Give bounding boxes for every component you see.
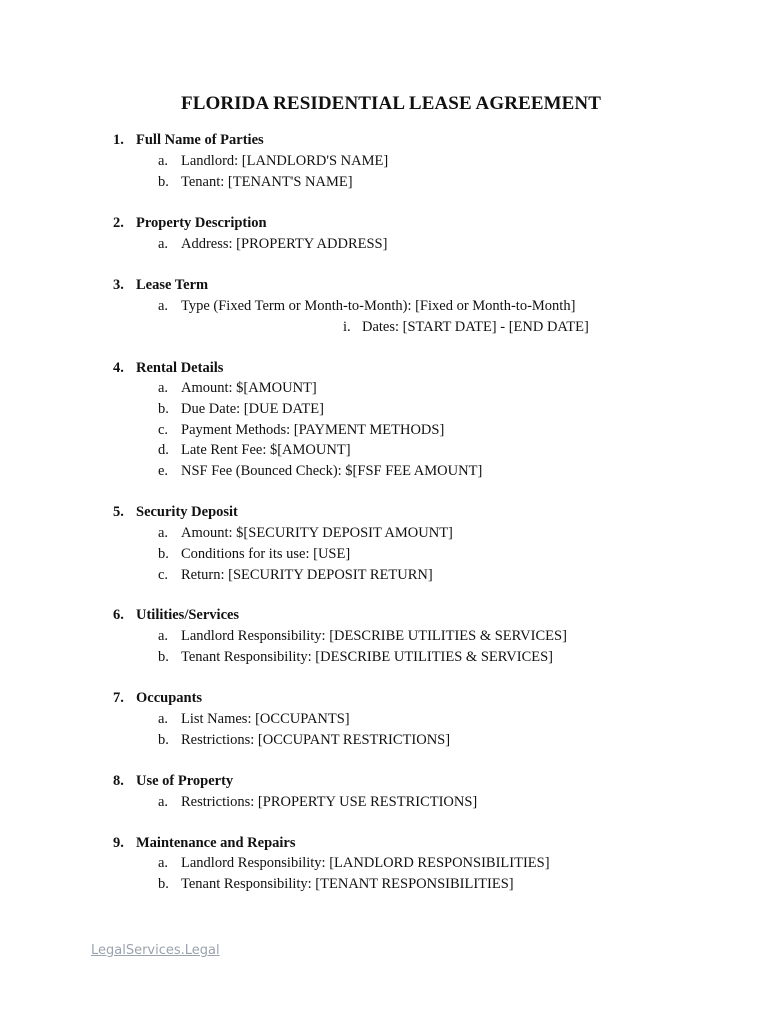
- section-title: Occupants: [136, 690, 203, 706]
- section-number: 7.: [113, 690, 124, 706]
- item-marker: d.: [158, 442, 169, 458]
- item-marker: c.: [158, 422, 169, 438]
- item-marker: i.: [343, 319, 351, 335]
- section-title: Use of Property: [136, 773, 234, 789]
- item-marker: a.: [158, 855, 169, 871]
- item-text: Type (Fixed Term or Month-to-Month): [Fixed or Month-to-Month]: [181, 298, 576, 314]
- document-title: FLORIDA RESIDENTIAL LEASE AGREEMENT: [180, 93, 602, 114]
- section-number: 5.: [113, 504, 124, 520]
- item-text: Tenant Responsibility: [DESCRIBE UTILITIES & SERVICES]: [181, 649, 553, 665]
- item-marker: b.: [158, 546, 169, 562]
- item-marker: b.: [158, 401, 169, 417]
- item-text: Payment Methods: [PAYMENT METHODS]: [181, 422, 445, 438]
- section-number: 4.: [113, 360, 124, 376]
- item-marker: b.: [158, 174, 169, 190]
- item-marker: e.: [158, 463, 169, 479]
- section-title: Maintenance and Repairs: [136, 835, 296, 851]
- item-text: Amount: $[SECURITY DEPOSIT AMOUNT]: [181, 525, 453, 541]
- item-text: Restrictions: [PROPERTY USE RESTRICTIONS]: [181, 794, 478, 810]
- item-text: Due Date: [DUE DATE]: [181, 401, 324, 417]
- footer-link[interactable]: LegalServices.Legal: [91, 943, 220, 958]
- section-number: 1.: [113, 132, 124, 148]
- section-number: 2.: [113, 215, 124, 231]
- section-title: Security Deposit: [136, 504, 238, 520]
- section-number: 9.: [113, 835, 124, 851]
- item-marker: b.: [158, 876, 169, 892]
- item-text: Landlord Responsibility: [LANDLORD RESPONSIBILITIES]: [181, 855, 550, 871]
- item-text: NSF Fee (Bounced Check): $[FSF FEE AMOUNT]: [181, 463, 483, 479]
- item-text: List Names: [OCCUPANTS]: [181, 711, 350, 727]
- item-marker: a.: [158, 380, 169, 396]
- item-text: Landlord: [LANDLORD'S NAME]: [181, 153, 389, 169]
- item-text: Tenant Responsibility: [TENANT RESPONSIBILITIES]: [181, 876, 514, 892]
- section-number: 6.: [113, 607, 124, 623]
- item-marker: b.: [158, 732, 169, 748]
- section-number: 3.: [113, 277, 124, 293]
- section-title: Utilities/Services: [136, 607, 240, 623]
- item-marker: a.: [158, 298, 169, 314]
- item-marker: a.: [158, 236, 169, 252]
- item-marker: a.: [158, 711, 169, 727]
- section-title: Full Name of Parties: [136, 132, 264, 148]
- item-text: Landlord Responsibility: [DESCRIBE UTILITIES & SERVICES]: [181, 628, 567, 644]
- item-text: Dates: [START DATE] - [END DATE]: [362, 319, 589, 335]
- section-title: Property Description: [136, 215, 267, 231]
- item-text: Tenant: [TENANT'S NAME]: [181, 174, 353, 190]
- item-marker: a.: [158, 794, 169, 810]
- section-title: Lease Term: [136, 277, 209, 293]
- item-text: Return: [SECURITY DEPOSIT RETURN]: [181, 567, 433, 583]
- item-marker: c.: [158, 567, 169, 583]
- item-marker: a.: [158, 628, 169, 644]
- item-text: Amount: $[AMOUNT]: [181, 380, 317, 396]
- section-title: Rental Details: [136, 360, 224, 376]
- item-text: Late Rent Fee: $[AMOUNT]: [181, 442, 351, 458]
- item-marker: b.: [158, 649, 169, 665]
- item-text: Address: [PROPERTY ADDRESS]: [181, 236, 388, 252]
- section-number: 8.: [113, 773, 124, 789]
- item-text: Restrictions: [OCCUPANT RESTRICTIONS]: [181, 732, 451, 748]
- item-marker: a.: [158, 525, 169, 541]
- item-text: Conditions for its use: [USE]: [181, 546, 351, 562]
- item-marker: a.: [158, 153, 169, 169]
